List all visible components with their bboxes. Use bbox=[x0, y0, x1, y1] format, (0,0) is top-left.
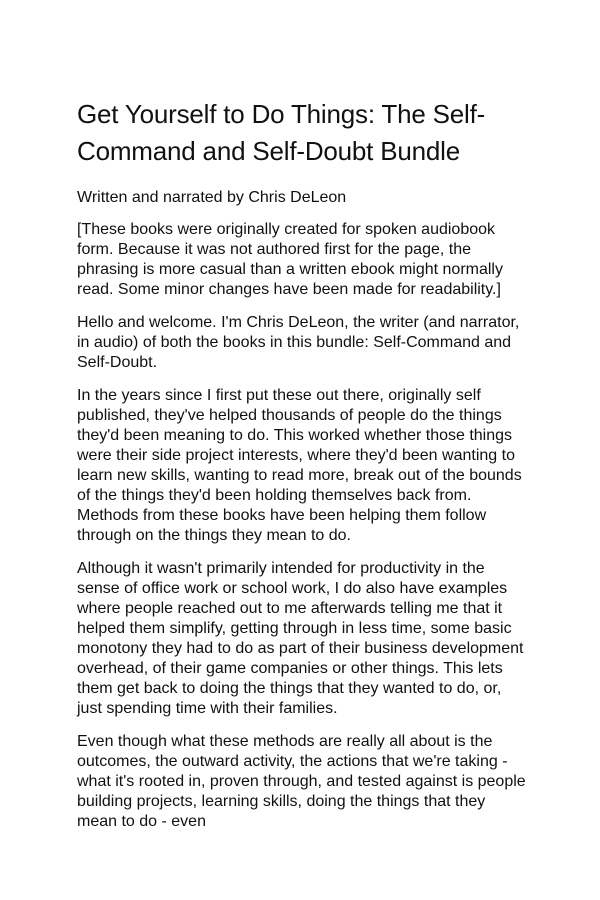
paragraph-welcome: Hello and welcome. I'm Chris DeLeon, the writer (and narrator, in audio) of both the books in this bundle: Self-Command and Self-Doubt. bbox=[77, 314, 520, 371]
paragraph-productivity: Although it wasn't primarily intended for productivity in the sense of office work or school work, I do also have examples where people reached out to me afterwards telling me that it helped them simplify, getting through in less time, some basic monotony they had to do as part of their business development overhead, of their game companies or other things. This lets them get back to doing the things that they wanted to do, or, just spending time with their families. bbox=[77, 560, 524, 717]
document-page bbox=[77, 96, 529, 845]
paragraph-outcomes: Even though what these methods are really all about is the outcomes, the outward activity, the actions that we're taking - what it's rooted in, proven through, and tested against is people building projects, learning skills, doing the things that they mean to do - even bbox=[77, 733, 526, 830]
byline: Written and narrated by Chris DeLeon bbox=[77, 189, 347, 206]
document-title: Get Yourself to Do Things: The Self-Command and Self-Doubt Bundle bbox=[77, 99, 486, 166]
paragraph-history: In the years since I first put these out there, originally self published, they've helped thousands of people do the things they'd been meaning to do. This worked whether those things were their side project interests, where they'd been wanting to learn new skills, wanting to read more, break out of the bounds of the things they'd been holding themselves back from. Methods from these books have been helping them follow through on the things they mean to do. bbox=[77, 387, 522, 544]
paragraph-disclaimer: [These books were originally created for spoken audiobook form. Because it was not authored first for the page, the phrasing is more casual than a written ebook might normally read. Some minor changes have been made for readability.] bbox=[77, 221, 503, 298]
